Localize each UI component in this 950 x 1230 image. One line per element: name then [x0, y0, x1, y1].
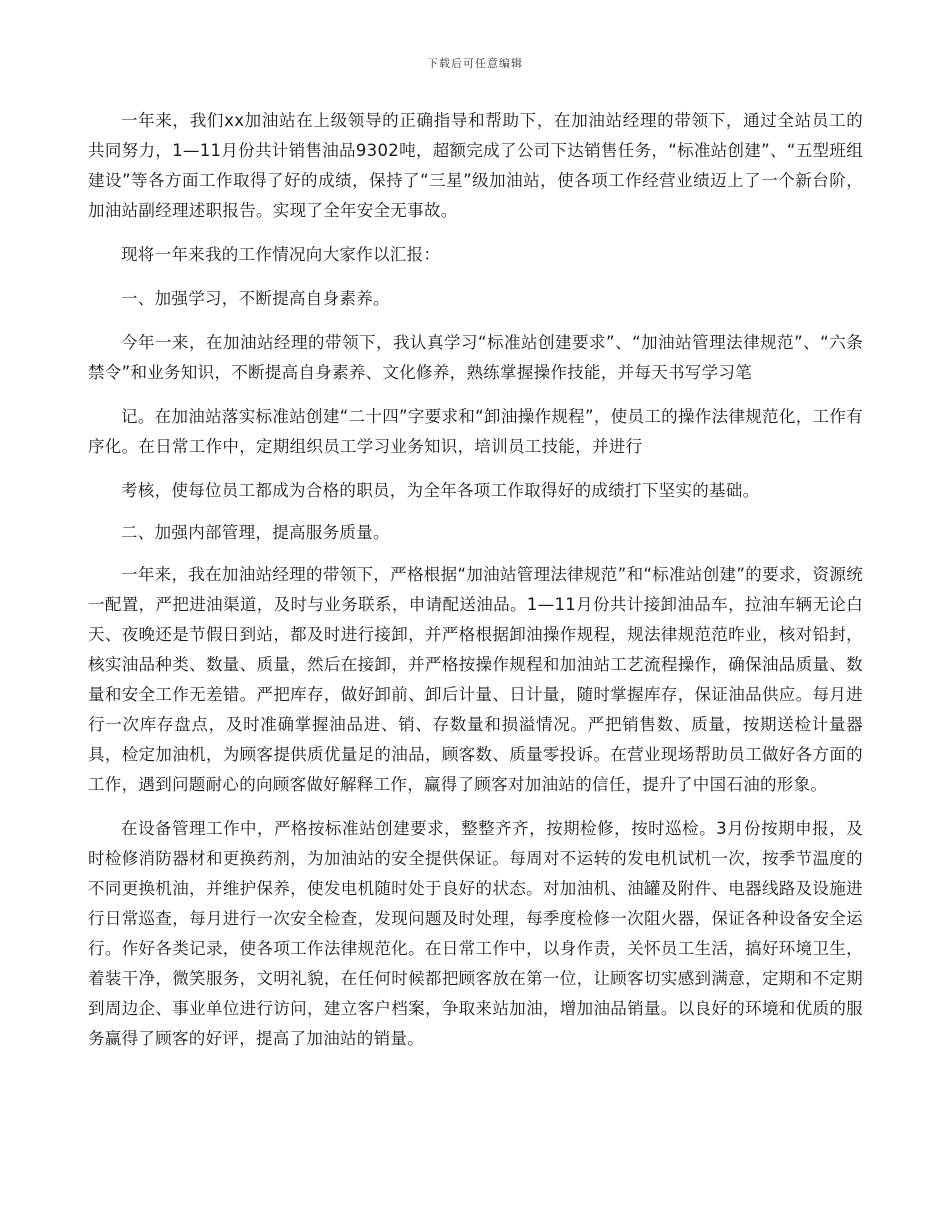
- document-body: [88, 106, 863, 1054]
- paragraph-management: 一年来，我在加油站经理的带领下，严格根据“加油站管理法律规范”和“标准站创建”的要求，资源统一配置，严把进油渠道，及时与业务联系，申请配送油品。1—11月份共计接卸油品车，拉油车辆无论白天、夜晚还是节假日到站，都及时进行接卸，并严格根据卸油操作规程，规法律规范范昨业，核对铅封，核实油品种类、数量、质量，然后在接卸，并严格按操作规程和加油站工艺流程操作，确保油品质量、数量和安全工作无差错。严把库存，做好卸前、卸后计量、日计量，随时掌握库存，保证油品供应。每月进行一次库存盘点，及时准确掌握油品进、销、存数量和损溢情况。严把销售数、质量，按期送检计量器具，检定加油机，为顾客提供质优量足的油品，顾客数、质量零投诉。在营业现场帮助员工做好各方面的工作，遇到问题耐心的向顾客做好解释工作，赢得了顾客对加油站的信任，提升了中国石油的形象。: [88, 565, 863, 794]
- section-heading-management: 二、加强内部管理，提高服务质量。: [121, 523, 390, 542]
- paragraph-equipment: 在设备管理工作中，严格按标准站创建要求，整整齐齐，按期检修，按时巡检。3月份按期申报，及时检修消防器材和更换药剂，为加油站的安全提供保证。每周对不运转的发电机试机一次，按季节温度的不同更换机油，并维护保养，使发电机随时处于良好的状态。对加油机、油罐及附件、电器线路及设施进行日常巡查，每月进行一次安全检查，发现问题及时处理，每季度检修一次阻火器，保证各种设备安全运行。作好各类记录，使各项工作法律规范化。在日常工作中，以身作责，关怀员工生活，搞好环境卫生，着装干净，微笑服务，文明礼貌，在任何时候都把顾客放在第一位，让顾客切实感到满意，定期和不定期到周边企、事业单位进行访问，建立客户档案，争取来站加油，增加油品销量。以良好的环境和优质的服务赢得了顾客的好评，提高了加油站的销量。: [88, 819, 863, 1048]
- paragraph-intro: 一年来，我们xx加油站在上级领导的正确指导和帮助下，在加油站经理的带领下，通过全站员工的共同努力，1—11月份共计销售油品9302吨，超额完成了公司下达销售任务，“标准站创建”、“五型班组建设”等各方面工作取得了好的成绩，保持了“三星”级加油站，使各项工作经营业绩迈上了一个新台阶，加油站副经理述职报告。实现了全年安全无事故。: [88, 111, 863, 220]
- paragraph-standards: 记。在加油站落实标准站创建“二十四”字要求和“卸油操作规程”，使员工的操作法律规范化，工作有序化。在日常工作中，定期组织员工学习业务知识，培训员工技能，并进行: [88, 407, 863, 456]
- paragraph-assessment: 考核，使每位员工都成为合格的职员，为全年各项工作取得好的成绩打下坚实的基础。: [121, 481, 760, 500]
- paragraph-report-lead: 现将一年来我的工作情况向大家作以汇报：: [121, 245, 441, 264]
- section-heading-study: 一、加强学习，不断提高自身素养。: [121, 289, 390, 308]
- page-header: 下载后可任意编辑: [427, 57, 523, 70]
- paragraph-study: 今年一来，在加油站经理的带领下，我认真学习“标准站创建要求”、“加油站管理法律规范”、“六条禁令”和业务知识，不断提高自身素养、文化修养，熟练掌握操作技能，并每天书写学习笔: [88, 333, 863, 382]
